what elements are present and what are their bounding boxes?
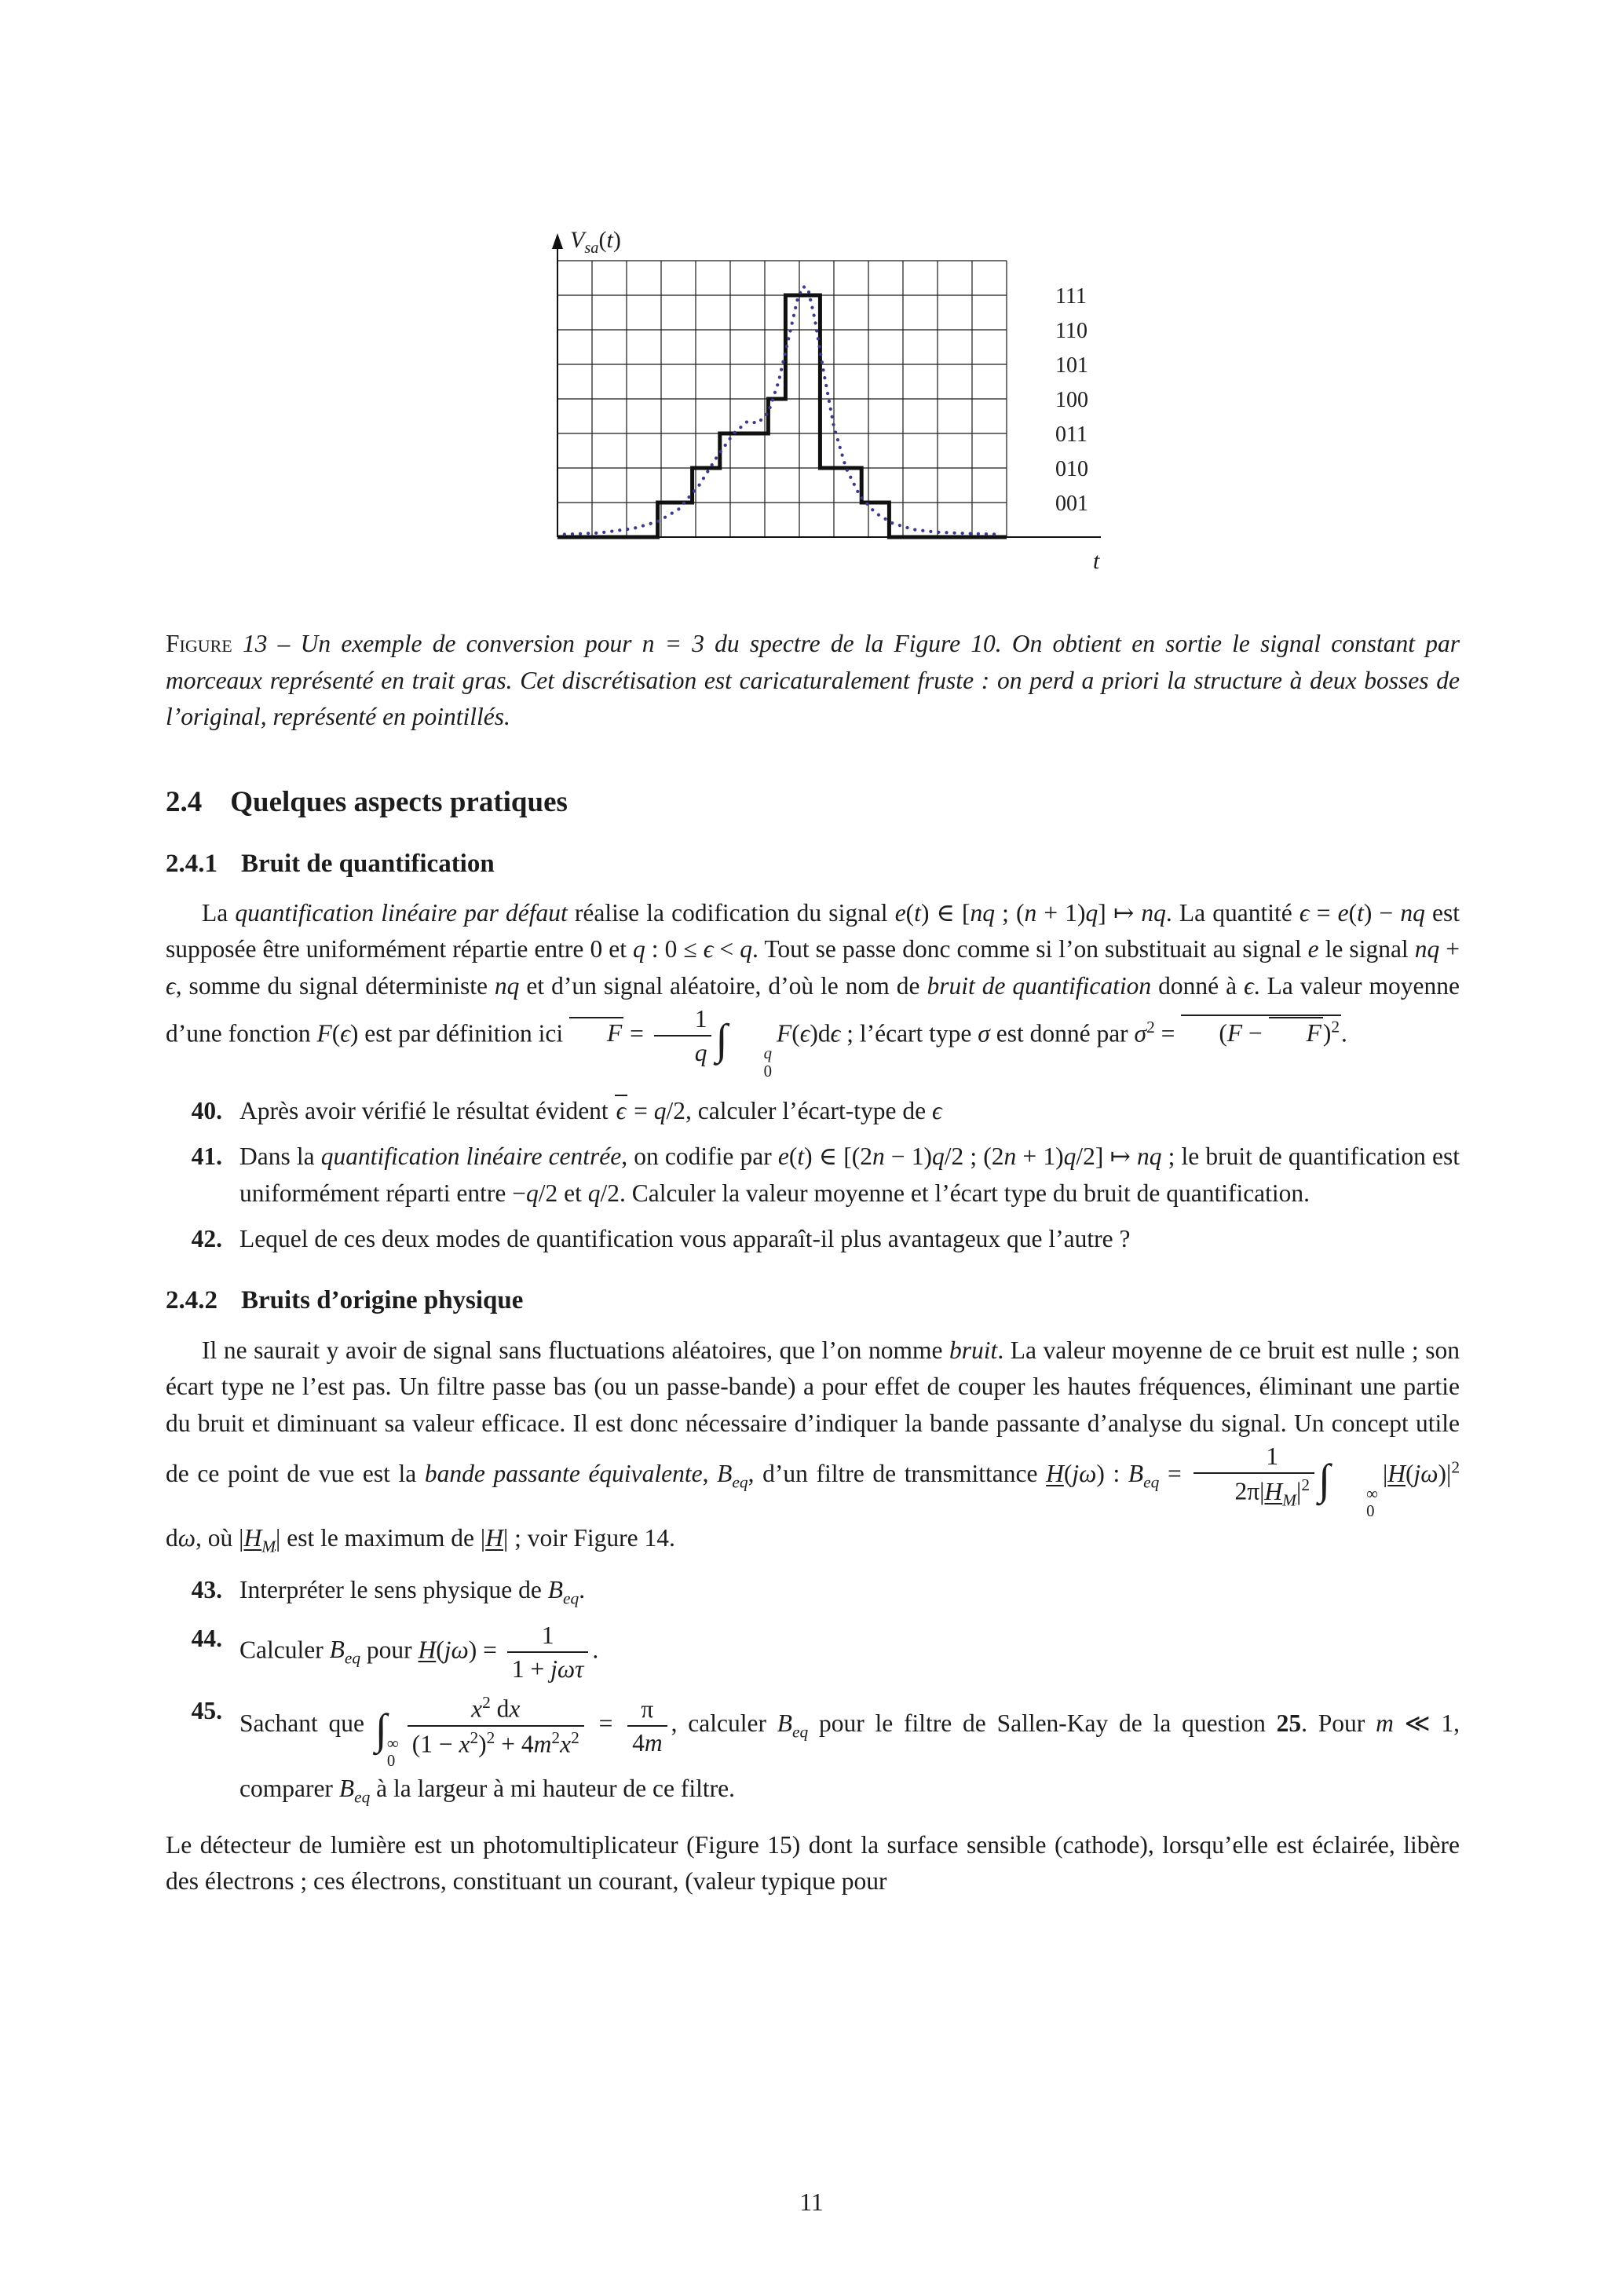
subsection-heading-2-4-1 (166, 849, 1460, 880)
section-number: 2.4 (166, 786, 203, 819)
question-43 (166, 1572, 1460, 1611)
subsection-number: 2.4.1 (166, 849, 217, 878)
question-number: 41. (191, 1143, 222, 1171)
question-number: 42. (191, 1225, 222, 1253)
question-body: Lequel de ces deux modes de quantification vous apparaît-il plus avantageux que l’autre ? (239, 1225, 1131, 1253)
svg-text:100: 100 (1055, 388, 1088, 412)
paragraph-quantification: La quantification linéaire par défaut réalise la codification du signal e(t) ∈ [nq ; (n + 1)q] ↦ nq. La quantité ϵ = e(t) − nq est supposée être uniformément répartie entre 0 et q : 0 ≤ ϵ < q. Tout se passe donc comme si l’on substituait au signal e le signal nq + ϵ, somme du signal déterministe nq et d’un signal aléatoire, d’où le nom de bruit de quantification donné à ϵ. La valeur moyenne d’une fonction F(ϵ) est par définition ici F = $\frac{1}{q}$ ∫ q 0 F(ϵ)dϵ ; l’écart type σ est donné par $\sigma^2 = (F - F)^2$. (166, 899, 1460, 1080)
section-heading-2-4 (166, 785, 1460, 820)
question-body: Dans la quantification linéaire centrée, on codifie par e(t) ∈ [(2n − 1)q/2 ; (2n + 1)q/2] ↦ nq ; le bruit de quantification est uniformément réparti entre −q/2 et q/2. Calculer la valeur moyenne et l’écart type du bruit de quantification. (239, 1143, 1460, 1207)
question-body: Interpréter le sens physique de $B_{eq}$. (239, 1576, 586, 1608)
svg-text:101: 101 (1055, 353, 1088, 378)
question-number: 43. (191, 1576, 222, 1604)
y-axis-label: $V_{sa}(t)$ (570, 227, 621, 257)
paragraph-bruit-physique: Il ne saurait y avoir de signal sans fluctuations aléatoires, que l’on nomme bruit. La valeur moyenne de ce bruit est nulle ; son écart type ne l’est pas. Un filtre passe bas (ou un passe-bande) a pour effet de couper les hautes fréquences, éliminant une partie du bruit et diminuant sa valeur efficace. Il est donc nécessaire d’indiquer la bande passante d’analyse du signal. Un concept utile de ce point de vue est la bande passante équivalente, $B_{eq}$, d’un filtre de transmittance H(jω) : $B_{eq}$ = $\frac{1}{2\pi|H_M|^2}$ ∫ ∞ 0 $|H(j\omega)|^2$ dω, où $|H_M|$ est le maximum de |H| ; voir Figure 14. (166, 1336, 1460, 1556)
question-body: Après avoir vérifié le résultat évident ϵ = q/2, calculer l’écart-type de ϵ (239, 1093, 1460, 1129)
quantization-chart (510, 226, 1115, 591)
question-41 (166, 1139, 1460, 1212)
question-number: 40. (191, 1097, 222, 1125)
paragraph-photomultiplicateur: Le détecteur de lumière est un photomultiplicateur (Figure 15) dont la surface sensible (cathode), lorsqu’elle est éclairée, libère des électrons ; ces électrons, constituant un courant, (valeur typique pour (166, 1830, 1460, 1896)
question-list-43-45 (166, 1572, 1460, 1810)
question-body: Calculer $B_{eq}$ pour H(jω) = $\frac{1}{\text{1 + jωτ}}$ . (239, 1621, 599, 1684)
question-42 (166, 1221, 1460, 1257)
svg-text:111: 111 (1055, 284, 1087, 309)
question-45 (166, 1693, 1460, 1809)
page-content (166, 0, 1460, 1909)
quantization-plot (510, 226, 1115, 581)
question-44 (166, 1621, 1460, 1684)
question-number: 45. (191, 1697, 222, 1725)
subsection-number: 2.4.2 (166, 1286, 217, 1315)
figure-caption: Figure 13 – Un exemple de conversion pour n = 3 du spectre de la Figure 10. On obtient en sortie le signal constant par morceaux représenté en trait gras. Cet discrétisation est caricaturalement fruste : on perd a priori la structure à deux bosses de l’original, représenté en pointillés. (166, 630, 1460, 730)
svg-text:110: 110 (1055, 319, 1087, 343)
question-number: 44. (191, 1625, 222, 1652)
question-body: Sachant que ∫ ∞ 0 $\frac{x^2 dx}{(1 - x^2)^2 + 4m^2x^2}$ = $\frac{\pi}{4m}$ , calculer $B_{eq}$ pour le filtre de Sallen-Kay de la question 25. Pour m ≪ 1, comparer $B_{eq}$ à la largeur à mi hauteur de ce filtre. (239, 1693, 1460, 1807)
subsection-title: Bruit de quantification (241, 849, 495, 878)
question-40 (166, 1093, 1460, 1129)
svg-text:001: 001 (1055, 492, 1088, 516)
subsection-title: Bruits d’origine physique (241, 1286, 524, 1315)
question-list-40-42 (166, 1093, 1460, 1257)
svg-text:t: t (1093, 548, 1100, 574)
svg-text:010: 010 (1055, 457, 1088, 481)
page-number: 11 (799, 2188, 824, 2216)
figure-13 (166, 226, 1460, 735)
subsection-heading-2-4-2 (166, 1285, 1460, 1317)
section-title: Quelques aspects pratiques (230, 786, 568, 819)
svg-text:011: 011 (1055, 422, 1087, 447)
